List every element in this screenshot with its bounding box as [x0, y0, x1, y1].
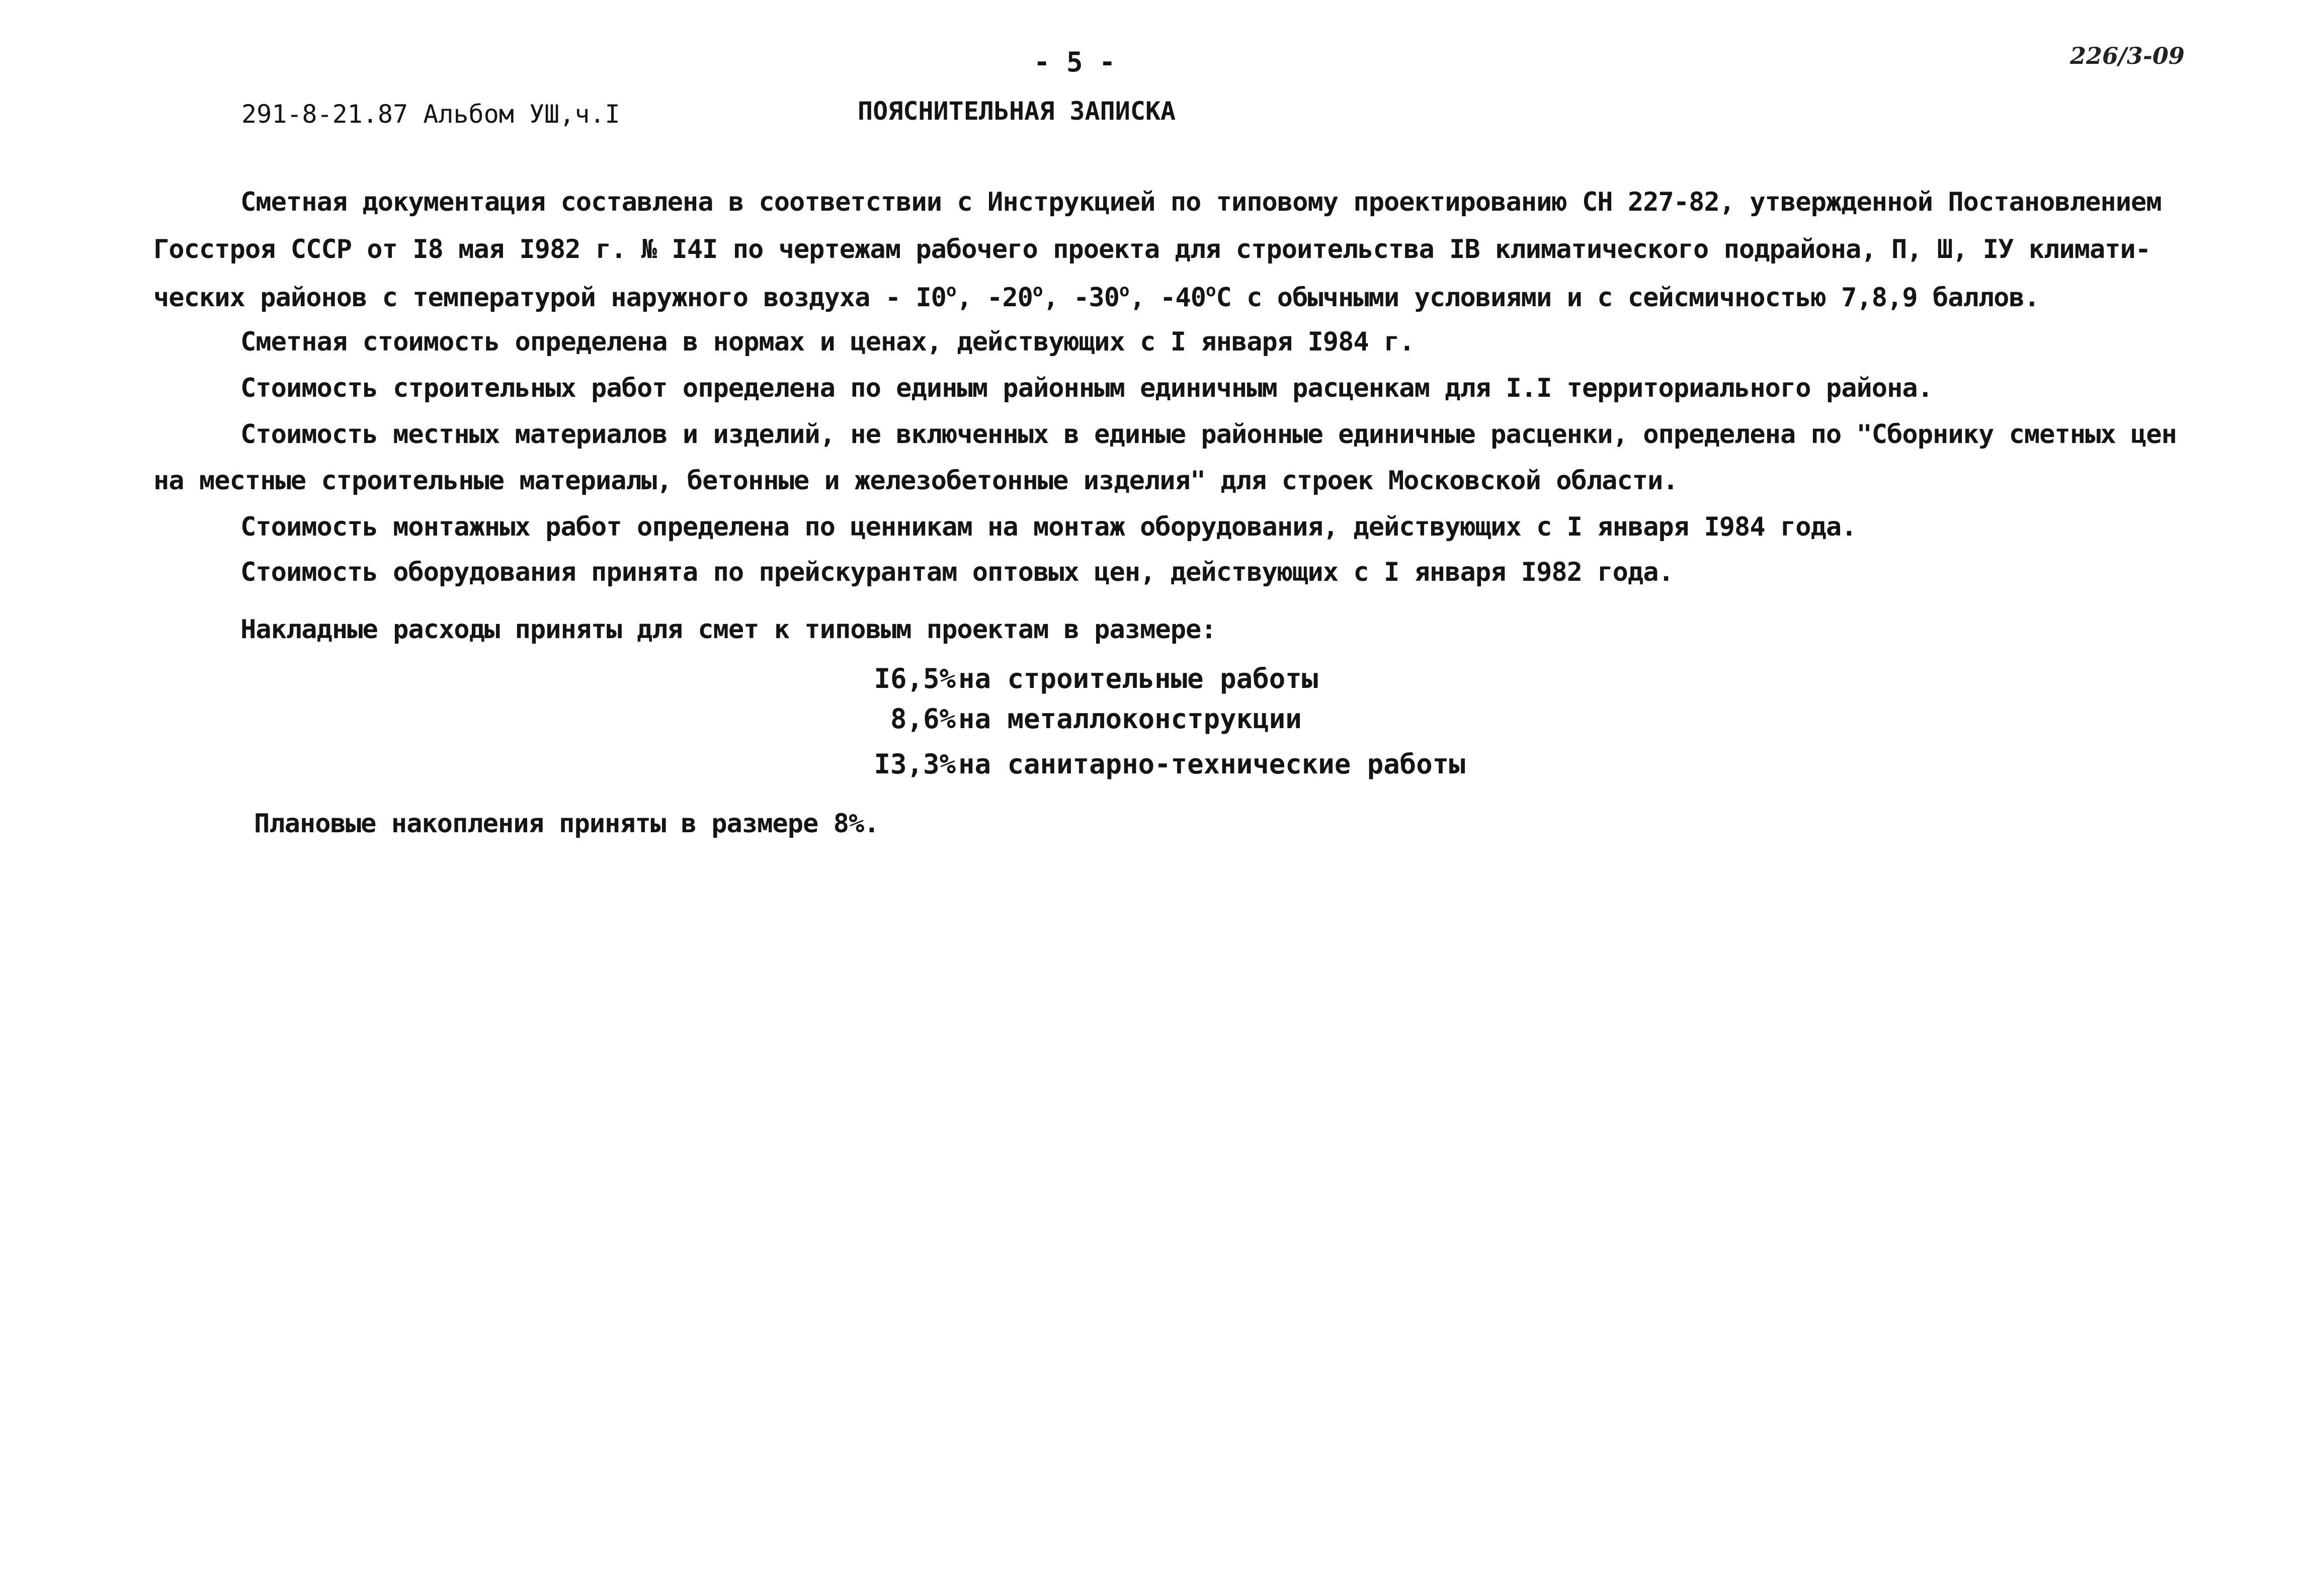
overhead-rate-value: I3,3% [874, 748, 956, 780]
climate-text-start: ческих районов с температурой наружного воздуха - I0 [153, 283, 946, 313]
paragraph-estimate-basis-line-3 [153, 281, 2039, 313]
page-number: - 5 - [1034, 46, 1116, 78]
overhead-rate-row [855, 663, 1559, 698]
paragraph-price-basis: Сметная стоимость определена в нормах и ценах, действующих с I января I984 г. [240, 327, 1415, 357]
section-title: ПОЯСНИТЕЛЬНАЯ ЗАПИСКА [858, 97, 1176, 126]
overhead-rate-value: 8,6% [890, 703, 956, 735]
overhead-rate-value: I6,5% [874, 663, 956, 694]
handwritten-doc-code: 226/3-09 [2070, 42, 2185, 69]
temperature-minus-30: , -30 [1043, 283, 1120, 313]
degree-sign: о [1032, 281, 1043, 301]
overhead-rate-label: на санитарно-технические работы [958, 748, 1465, 780]
temperature-minus-20: , -20 [956, 283, 1033, 313]
paragraph-local-materials-line-2: на местные строительные материалы, бетонные и железобетонные изделия" для строек Московской области. [153, 466, 1678, 496]
paragraph-estimate-basis-line-2: Госстроя СССР от I8 мая I982 г. № I4I по чертежам рабочего проекта для строительства IВ климатического подрайона, П, Ш, IУ климати- [153, 234, 2151, 265]
degree-sign: о [1119, 281, 1130, 301]
degree-sign: о [946, 281, 957, 301]
degree-sign: о [1206, 281, 1216, 301]
paragraph-estimate-basis-line-1: Сметная документация составлена в соответствии с Инструкцией по типовому проектированию СН 227-82, утвержденной Постановлением [240, 187, 2162, 217]
overhead-rate-label: на металлоконструкции [958, 703, 1302, 735]
paragraph-construction-cost: Стоимость строительных работ определена по единым районным единичным расценкам для I.I территориального района. [240, 373, 1933, 403]
paragraph-equipment-cost: Стоимость оборудования принята по прейскурантам оптовых цен, действующих с I января I982 года. [240, 557, 1674, 587]
paragraph-planned-savings: Плановые накопления приняты в размере 8%. [254, 809, 879, 839]
overhead-rate-row [855, 748, 1559, 783]
paragraph-installation-cost: Стоимость монтажных работ определена по ценникам на монтаж оборудования, действующих с I января I984 года. [240, 512, 1857, 542]
temperature-minus-40: , -40 [1129, 283, 1206, 313]
album-reference: 291-8-21.87 Альбом УШ,ч.I [241, 100, 620, 129]
climate-text-end: С с обычными условиями и с сейсмичностью 7,8,9 баллов. [1216, 283, 2040, 313]
paragraph-overhead-intro: Накладные расходы приняты для смет к типовым проектам в размере: [240, 615, 1216, 645]
paragraph-local-materials-line-1: Стоимость местных материалов и изделий, не включенных в единые районные единичные расценки, определена по "Сборнику сметных цен [240, 419, 2177, 450]
overhead-rate-row [855, 703, 1559, 738]
overhead-rate-label: на строительные работы [958, 663, 1318, 694]
